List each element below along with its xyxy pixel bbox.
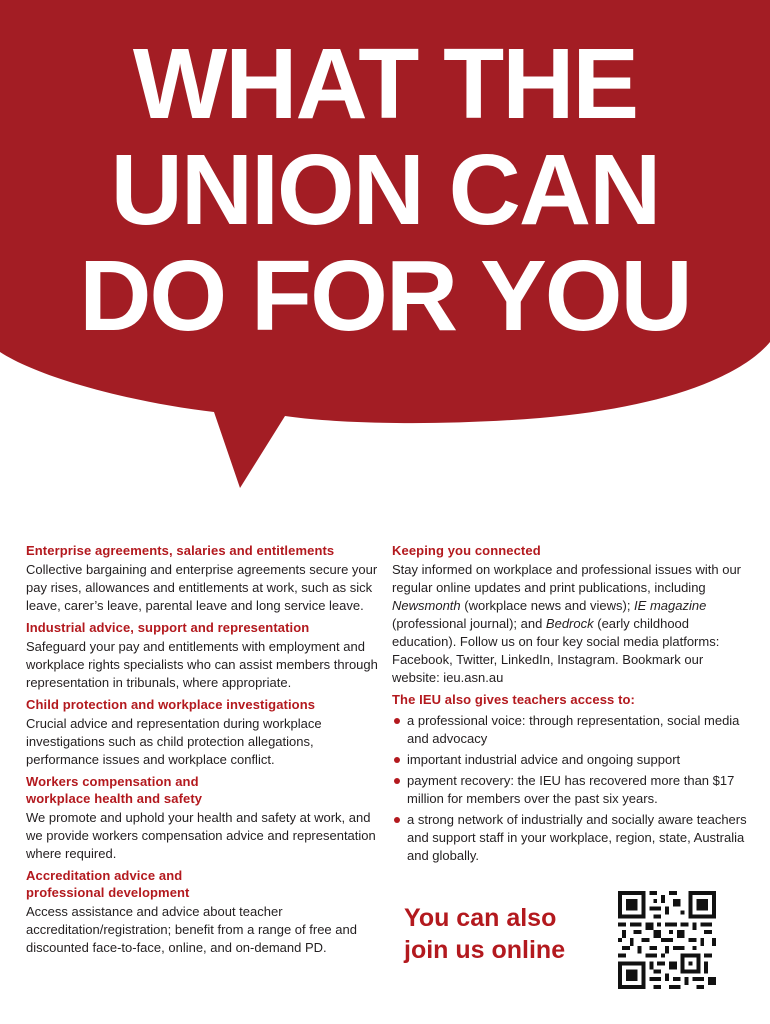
bedrock-title: Bedrock	[545, 616, 594, 631]
join-online-callout	[404, 902, 565, 966]
section-body: We promote and uphold your health and safety at work, and we provide workers compensation advice and representation where required.	[26, 810, 376, 861]
headline-line-3: DO FOR YOU	[79, 240, 691, 352]
section-heading-line-2: professional development	[26, 885, 190, 900]
section-body: Safeguard your pay and entitlements with employment and workplace rights specialists who can assist members through representation in tribunals, where appropriate.	[26, 639, 378, 690]
section-heading-line-1: Accreditation advice and	[26, 868, 183, 883]
section-keeping-connected	[392, 542, 752, 687]
section-body: Access assistance and advice about teacher accreditation/registration; benefit from a range of free and discounted face-to-face, online, and on-demand PD.	[26, 904, 357, 955]
section-heading-line-1: Workers compensation and	[26, 774, 199, 789]
section-industrial-advice	[26, 619, 378, 692]
bullet-icon	[394, 778, 400, 784]
cta-line-2: join us online	[404, 936, 566, 964]
list-item: payment recovery: the IEU has recovered more than $17 million for members over the past six years.	[392, 772, 752, 808]
section-body: Crucial advice and representation during workplace investigations such as child protection allegations, performance issues and workplace conflict.	[26, 716, 322, 767]
headline-line-1: WHAT THE	[132, 28, 638, 140]
section-accreditation	[26, 867, 378, 957]
section-body: Collective bargaining and enterprise agreements secure your pay rises, allowances and entitlements at work, such as sick leave, carer’s leave, parental leave and long service leave.	[26, 562, 378, 613]
section-teacher-access	[392, 691, 752, 865]
section-workers-compensation	[26, 773, 378, 863]
right-column	[392, 542, 752, 868]
headline-line-2: UNION CAN	[110, 134, 660, 246]
list-item: important industrial advice and ongoing support	[392, 751, 752, 769]
section-heading: The IEU also gives teachers access to:	[392, 692, 635, 707]
list-item: a professional voice: through representation, social media and advocacy	[392, 712, 752, 748]
section-heading: Child protection and workplace investigations	[26, 697, 316, 712]
newsmonth-title: Newsmonth	[392, 598, 461, 613]
cta-line-1: You can also	[404, 904, 557, 932]
qr-code-icon[interactable]	[618, 891, 716, 989]
bullet-icon	[394, 817, 400, 823]
section-heading: Industrial advice, support and representation	[26, 620, 310, 635]
list-item: a strong network of industrially and socially aware teachers and support staff in your workplace, region, state, Australia and globally.	[392, 811, 752, 865]
section-enterprise-agreements	[26, 542, 378, 615]
section-heading: Keeping you connected	[392, 543, 541, 558]
access-list	[392, 712, 752, 865]
ie-magazine-title: IE magazine	[634, 598, 707, 613]
bullet-icon	[394, 757, 400, 763]
section-child-protection	[26, 696, 378, 769]
section-body: Stay informed on workplace and professional issues with our regular online updates and print publications, including Newsmonth (workplace news and views); IE magazine (professional journal); and Bedrock (early childhood education). Follow us on four key social media platforms: Facebook, Twitter, LinkedIn, Instagram. Bookmark our website: ieu.asn.au	[392, 562, 742, 685]
bullet-icon	[394, 718, 400, 724]
section-heading: Enterprise agreements, salaries and entitlements	[26, 543, 335, 558]
section-heading-line-2: workplace health and safety	[26, 791, 203, 806]
left-column	[26, 542, 378, 961]
